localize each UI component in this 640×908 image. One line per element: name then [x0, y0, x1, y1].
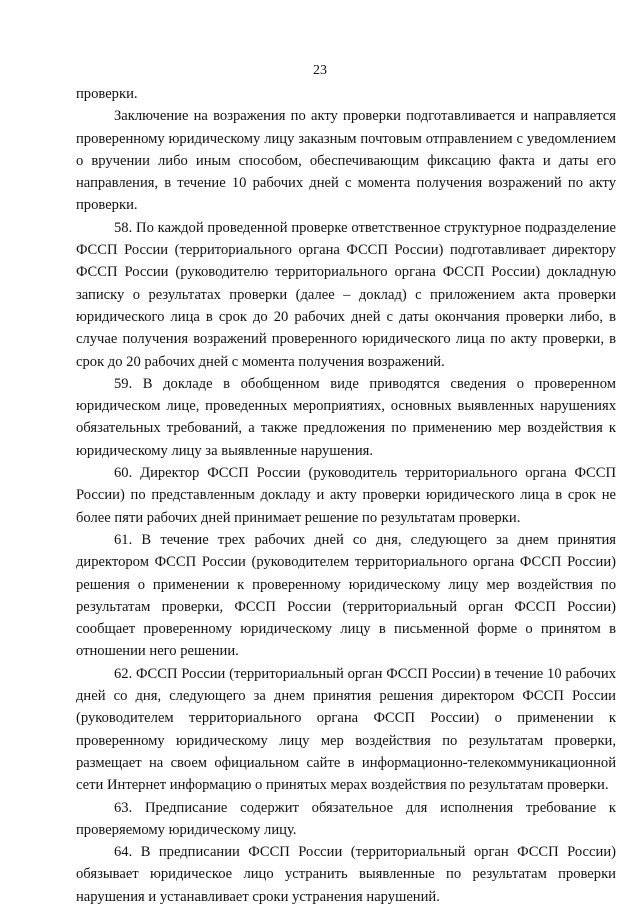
- paragraph-59: 59. В докладе в обобщенном виде приводятся сведения о проверенном юридическом лице, проведенных мероприятиях, основных выявленных нарушениях обязательных требований, а также предложения по применению мер воздействия к юридическому лицу за выявленные нарушения.: [76, 375, 616, 459]
- paragraph-63: 63. Предписание содержит обязательное для исполнения требование к проверяемому юридическому лицу.: [76, 799, 616, 838]
- paragraph-continuation: проверки.: [76, 86, 138, 102]
- paragraph-objection-conclusion: Заключение на возражения по акту проверки подготавливается и направляется проверенному юридическому лицу заказным почтовым отправлением с уведомлением о вручении либо иным способом, обеспечивающим фиксацию факта и даты его направления, в течение 10 рабочих дней с момента получения возражений по акту проверки.: [76, 108, 616, 214]
- document-body: [76, 83, 616, 908]
- page-number: 23: [313, 63, 327, 78]
- paragraph-60: 60. Директор ФССП России (руководитель территориального органа ФССП России) по представленным докладу и акту проверки юридического лица в срок не более пяти рабочих дней принимает решение по результатам проверки.: [76, 465, 616, 526]
- paragraph-62: 62. ФССП России (территориальный орган ФССП России) в течение 10 рабочих дней со дня, следующего за днем принятия решения директором ФССП России (руководителем территориального органа ФССП России) о применении к проверенному юридическому лицу мер воздействия по результатам проверки, размещает на своем официальном сайте в информационно-телекоммуникационной сети Интернет информацию о принятых мерах воздействия по результатам проверки.: [76, 665, 616, 794]
- paragraph-61: 61. В течение трех рабочих дней со дня, следующего за днем принятия директором ФССП России (руководителем территориального органа ФССП России) решения о применении к проверенному юридическому лицу мер воздействия по результатам проверки, ФССП России (территориальный орган ФССП России) сообщает проверенному юридическому лицу в письменной форме о принятом в отношении него решении.: [76, 531, 616, 660]
- paragraph-58: 58. По каждой проведенной проверке ответственное структурное подразделение ФССП России (территориального органа ФССП России) подготавливает директору ФССП России (руководителю территориального органа ФССП России) докладную записку о результатах проверки (далее – доклад) с приложением акта проверки юридического лица в срок до 20 рабочих дней с даты окончания проверки либо, в случае получения возражений проверенного юридического лица по акту проверки, в срок до 20 рабочих дней с момента получения возражений.: [76, 219, 616, 370]
- paragraph-64: 64. В предписании ФССП России (территориальный орган ФССП России) обязывает юридическое лицо устранить выявленные по результатам проверки нарушения и устанавливает сроки устранения нарушений.: [76, 844, 616, 905]
